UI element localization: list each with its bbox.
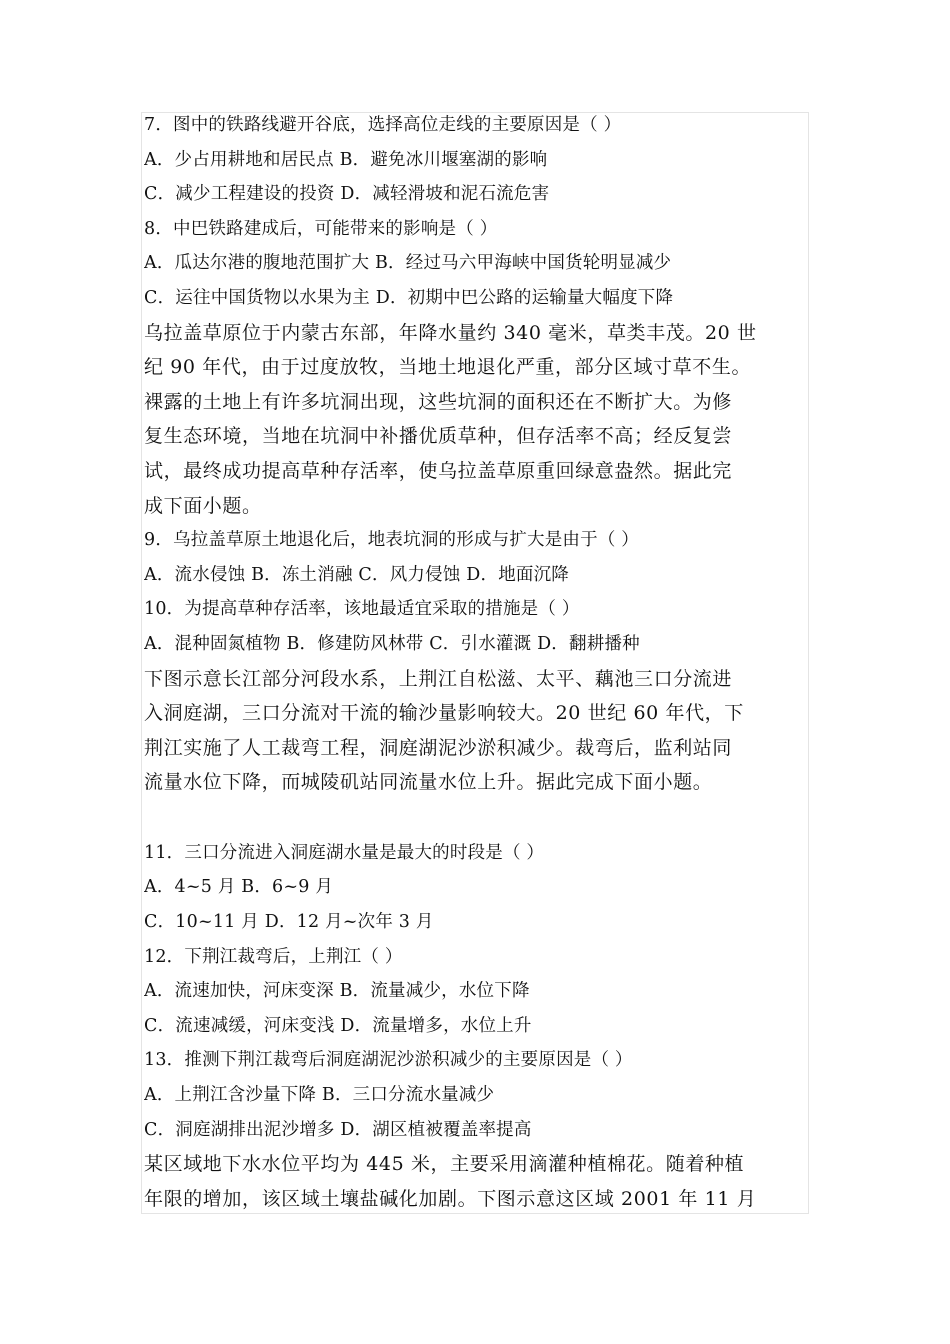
passage-line: 裸露的土地上有许多坑洞出现，这些坑洞的面积还在不断扩大。为修 xyxy=(144,390,733,413)
answer-options: A．混种固氮植物 B．修建防风林带 C．引水灌溉 D．翻耕播种 xyxy=(144,633,640,654)
answer-options: A．少占用耕地和居民点 B．避免冰川堰塞湖的影响 xyxy=(144,149,548,170)
question-stem: 13．推测下荆江裁弯后洞庭湖泥沙淤积减少的主要原因是（ ） xyxy=(144,1050,633,1071)
passage-line: 成下面小题。 xyxy=(144,494,262,517)
answer-options: C．洞庭湖排出泥沙增多 D．湖区植被覆盖率提高 xyxy=(144,1119,532,1140)
answer-options: C．运往中国货物以水果为主 D．初期中巴公路的运输量大幅度下降 xyxy=(144,287,674,308)
blank-line xyxy=(144,800,808,836)
passage-line: 流量水位下降，而城陵矶站同流量水位上升。据此完成下面小题。 xyxy=(144,771,713,794)
question-stem: 10．为提高草种存活率，该地最适宜采取的措施是（ ） xyxy=(144,599,580,620)
question-stem: 8．中巴铁路建成后，可能带来的影响是（ ） xyxy=(144,218,498,239)
passage-line: 复生态环境，当地在坑洞中补播优质草种，但存活率不高；经反复尝 xyxy=(144,425,733,448)
document-body xyxy=(144,108,808,1216)
question-stem: 7．图中的铁路线避开谷底，选择高位走线的主要原因是（ ） xyxy=(144,115,622,135)
passage-line: 某区域地下水水位平均为 445 米，主要采用滴灌种植棉花。随着种植 xyxy=(144,1153,745,1176)
answer-options: A．4~5 月 B．6~9 月 xyxy=(144,877,334,898)
passage-line: 纪 90 年代，由于过度放牧，当地土地退化严重，部分区域寸草不生。 xyxy=(144,356,752,379)
question-stem: 11．三口分流进入洞庭湖水量是最大的时段是（ ） xyxy=(144,842,545,863)
answer-options: A．瓜达尔港的腹地范围扩大 B．经过马六甲海峡中国货轮明显减少 xyxy=(144,253,672,274)
answer-options: C．10~11 月 D．12 月~次年 3 月 xyxy=(144,912,434,933)
question-stem: 12．下荆江裁弯后，上荆江（ ） xyxy=(144,946,403,967)
answer-options: A．流速加快，河床变深 B．流量减少，水位下降 xyxy=(144,981,530,1002)
passage-line: 荆江实施了人工裁弯工程，洞庭湖泥沙淤积减少。裁弯后，监利站同 xyxy=(144,736,733,759)
answer-options: C．减少工程建设的投资 D．减轻滑坡和泥石流危害 xyxy=(144,184,550,205)
answer-options: A．上荆江含沙量下降 B．三口分流水量减少 xyxy=(144,1085,495,1106)
passage-line: 入洞庭湖，三口分流对干流的输沙量影响较大。20 世纪 60 年代，下 xyxy=(144,702,744,725)
passage-line: 年限的增加，该区域土壤盐碱化加剧。下图示意这区域 2001 年 11 月 xyxy=(144,1187,757,1210)
passage-line: 试，最终成功提高草种存活率，使乌拉盖草原重回绿意盎然。据此完 xyxy=(144,459,733,482)
question-stem: 9．乌拉盖草原土地退化后，地表坑洞的形成与扩大是由于（ ） xyxy=(144,530,639,551)
answer-options: C．流速减缓，河床变浅 D．流量增多，水位上升 xyxy=(144,1015,532,1036)
passage-line: 下图示意长江部分河段水系，上荆江自松滋、太平、藕池三口分流进 xyxy=(144,667,733,690)
passage-line: 乌拉盖草原位于内蒙古东部，年降水量约 340 毫米，草类丰茂。20 世 xyxy=(144,321,757,344)
answer-options: A．流水侵蚀 B．冻土消融 C．风力侵蚀 D．地面沉降 xyxy=(144,564,570,585)
